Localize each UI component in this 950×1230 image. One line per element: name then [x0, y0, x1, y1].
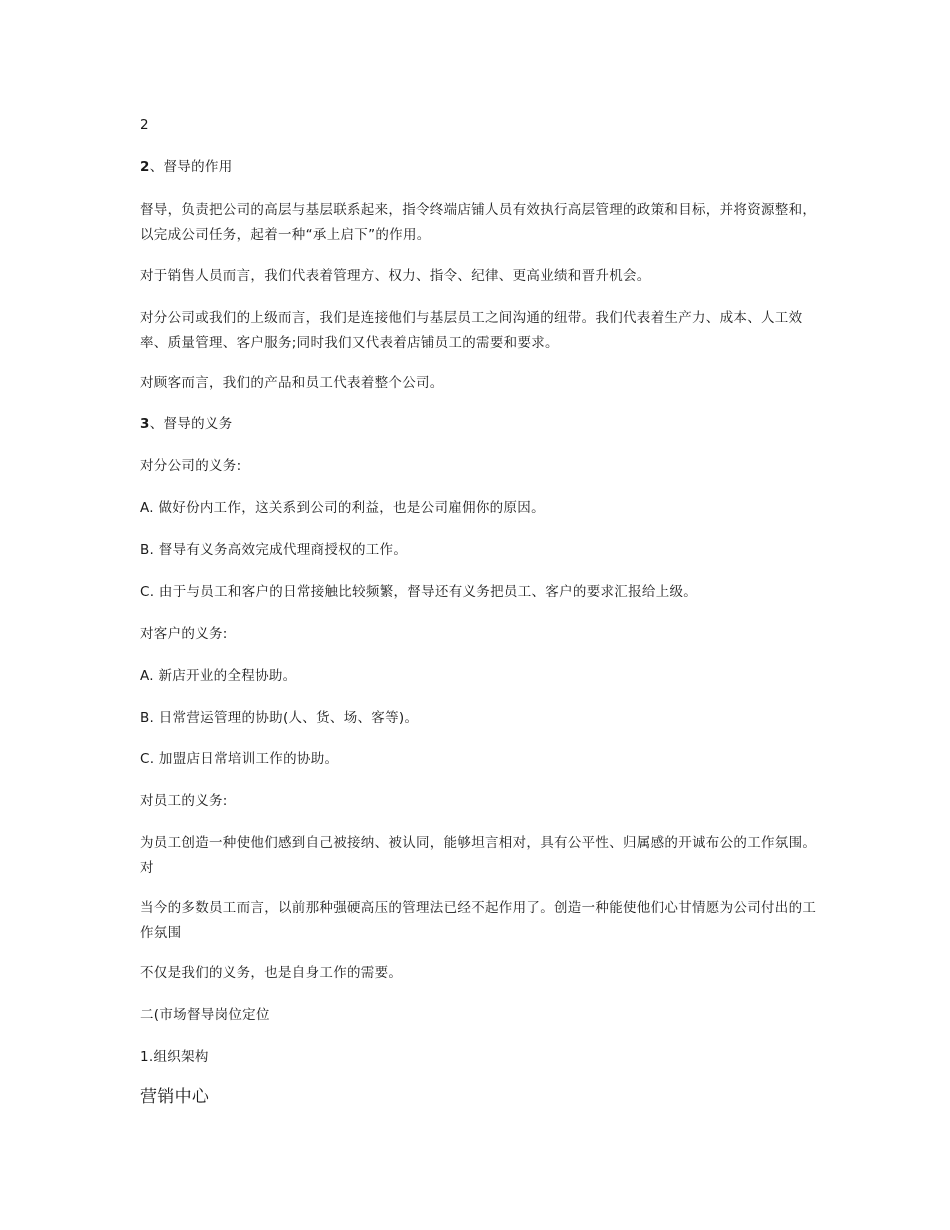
- list-item: A. 新店开业的全程协助。: [140, 668, 297, 684]
- paragraph: 为员工创造一种使他们感到自己被接纳、被认同，能够坦言相对，具有公平性、归属感的开诚布公的工作氛围。对: [140, 835, 817, 876]
- paragraph: 对于销售人员而言，我们代表着管理方、权力、指令、纪律、更高业绩和晋升机会。: [140, 268, 651, 284]
- section-title: 、督导的义务: [149, 416, 233, 432]
- subheading: 对分公司的义务:: [140, 458, 242, 474]
- section-title: 、督导的作用: [149, 159, 233, 175]
- page-number: 2: [140, 117, 149, 133]
- section-heading-3: [140, 412, 820, 437]
- subheading: 对客户的义务:: [140, 626, 228, 642]
- paragraph: 督导，负责把公司的高层与基层联系起来，指令终端店铺人员有效执行高层管理的政策和目标，并将资源整和，以完成公司任务，起着一种“承上启下”的作用。: [140, 202, 817, 243]
- paragraph: 当今的多数员工而言，以前那种强硬高压的管理法已经不起作用了。创造一种能使他们心甘情愿为公司付出的工作氛围: [140, 900, 817, 941]
- subheading: 1.组织架构: [140, 1049, 209, 1065]
- list-item: B. 督导有义务高效完成代理商授权的工作。: [140, 542, 408, 558]
- paragraph: 不仅是我们的义务，也是自身工作的需要。: [140, 965, 403, 981]
- subheading: 对员工的义务:: [140, 793, 228, 809]
- part-heading: 二(市场督导岗位定位: [140, 1007, 270, 1023]
- list-item: C. 加盟店日常培训工作的协助。: [140, 751, 339, 767]
- paragraph: 对分公司或我们的上级而言，我们是连接他们与基层员工之间沟通的纽带。我们代表着生产力、成本、人工效率、质量管理、客户服务;同时我们又代表着店铺员工的需要和要求。: [140, 310, 803, 351]
- list-item: C. 由于与员工和客户的日常接触比较频繁，督导还有义务把员工、客户的要求汇报给上级。: [140, 584, 698, 600]
- paragraph: 对顾客而言，我们的产品和员工代表着整个公司。: [140, 375, 444, 391]
- section-heading-2: [140, 155, 820, 180]
- org-chart-top-node: 营销中心: [140, 1087, 210, 1107]
- section-number: 2: [140, 159, 150, 175]
- section-number: 3: [140, 416, 150, 432]
- list-item: A. 做好份内工作，这关系到公司的利益，也是公司雇佣你的原因。: [140, 500, 545, 516]
- list-item: B. 日常营运管理的协助(人、货、场、客等)。: [140, 710, 419, 726]
